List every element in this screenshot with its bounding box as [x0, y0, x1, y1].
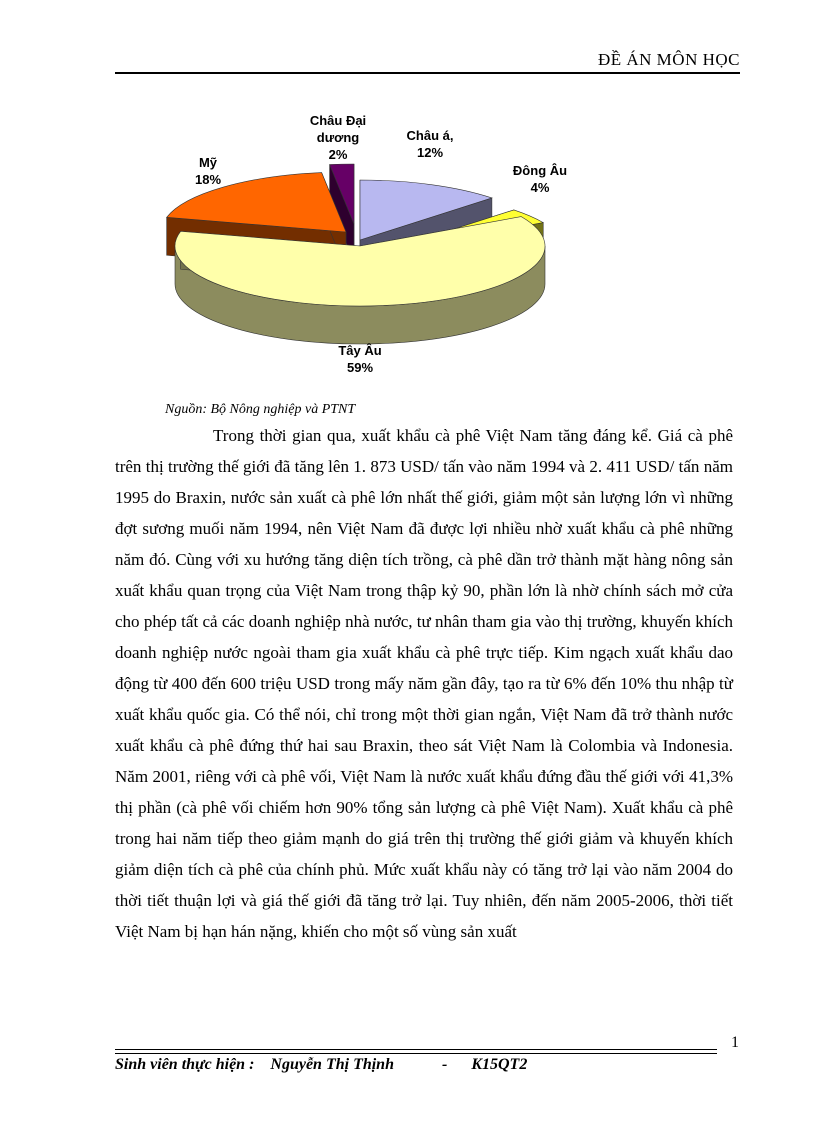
footer-separator: -: [441, 1056, 448, 1073]
pie-slice-label: Châu á, 12%: [406, 128, 454, 160]
pie-slice-label: Mỹ 18%: [194, 155, 222, 187]
page-header-title: ĐỀ ÁN MÔN HỌC: [597, 50, 740, 69]
footer-rule-double: [115, 1053, 717, 1054]
pie-slice-label: Châu Đại dương 2%: [309, 113, 367, 162]
footer-label: Sinh viên thực hiện :: [115, 1056, 255, 1073]
footer-class-code: K15QT2: [471, 1056, 528, 1073]
pie-slice-label: Tây Âu 59%: [338, 343, 382, 375]
footer-rule: [115, 1049, 717, 1050]
pie-slice-label: Đông Âu 4%: [512, 163, 568, 195]
page-footer: [115, 1056, 527, 1074]
body-paragraph: Trong thời gian qua, xuất khẩu cà phê Việt Nam tăng đáng kể. Giá cà phê trên thị trường thế giới đã tăng lên 1. 873 USD/ tấn vào năm 1994 và 2. 411 USD/ tấn năm 1995 do Braxin, nước sản xuất cà phê lớn nhất thế giới, giảm một sản lượng lớn vì những đợt sương muối năm 1994, nên Việt Nam đã được lợi nhiều nhờ xuất khẩu cà phê những năm đó. Cùng với xu hướng tăng diện tích trồng, cà phê dần trở thành mặt hàng nông sản xuất khẩu quan trọng của Việt Nam trong thập kỷ 90, phần lớn là nhờ chính sách mở cửa cho phép tất cả các doanh nghiệp nhà nước, tư nhân tham gia vào thị trường, khuyến khích doanh nghiệp nước ngoài tham gia xuất khẩu cà phê trực tiếp. Kim ngạch xuất khẩu dao động từ 400 đến 600 triệu USD trong mấy năm gần đây, tạo ra từ 6% đến 10% thu nhập từ xuất khẩu quốc gia. Có thể nói, chỉ trong một thời gian ngắn, Việt Nam đã trở thành nước xuất khẩu cà phê đứng thứ hai sau Braxin, theo sát Việt Nam là Colombia và Indonesia. Năm 2001, riêng với cà phê vối, Việt Nam là nước xuất khẩu đứng đầu thế giới với 41,3% thị phần (cà phê vối chiếm hơn 90% tổng sản lượng cà phê Việt Nam). Xuất khẩu cà phê trong hai năm tiếp theo giảm mạnh do giá trên thị trường thế giới giảm và khuyến khích giảm diện tích cà phê của chính phủ. Mức xuất khẩu này có tăng trở lại vào năm 2004 do thời tiết thuận lợi và giá thế giới đã tăng trở lại. Tuy nhiên, đến năm 2005-2006, thời tiết Việt Nam bị hạn hán nặng, khiến cho một số vùng sản xuất: [115, 426, 733, 941]
page-number: 1: [731, 1034, 739, 1051]
chart-source-note: Nguồn: Bộ Nông nghiệp và PTNT: [165, 402, 356, 417]
header-rule: [115, 72, 740, 74]
export-market-pie-chart: [150, 105, 630, 395]
footer-author: Nguyễn Thị Thịnh: [270, 1056, 394, 1073]
